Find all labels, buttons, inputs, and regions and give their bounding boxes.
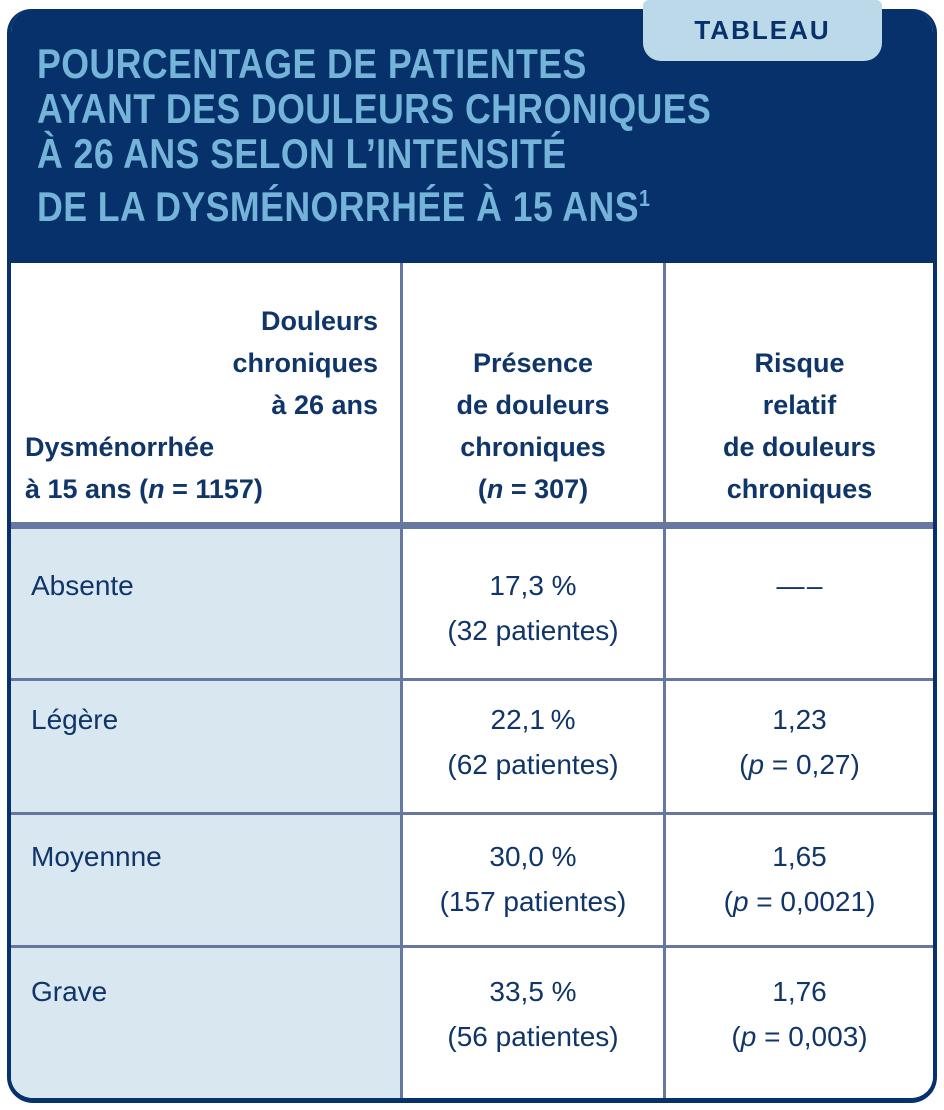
table-row-grave [11, 945, 933, 1098]
header-col2-n-post: = 307) [503, 474, 589, 504]
p-pre: ( [739, 749, 749, 780]
header-col1-top-block [25, 300, 378, 426]
row-label: Grave [11, 948, 400, 1098]
title-line-2: AYANT DES DOULEURS CHRONIQUES [37, 85, 712, 132]
header-col1-top-line-3: à 26 ans [271, 390, 378, 420]
row-label: Moyennne [11, 815, 400, 945]
header-col3-line-4: chroniques [726, 474, 873, 504]
patients-count: (56 patientes) [447, 1021, 619, 1052]
row-label: Légère [11, 681, 400, 812]
title-line-1: POURCENTAGE DE PATIENTES [37, 40, 587, 87]
cell-relative-risk [663, 529, 933, 678]
header-cell-presence [400, 263, 663, 522]
table-row-legere [11, 678, 933, 812]
header-col2-line-1: Présence [472, 348, 594, 378]
p-value [666, 1014, 933, 1059]
relative-risk-value: 1,65 [772, 841, 827, 872]
p-post: = 0,0021) [748, 886, 876, 917]
header-cell-dysmenorrhee [11, 263, 400, 522]
cell-percentage [400, 948, 663, 1098]
p-value [666, 879, 933, 924]
p-italic: p [748, 749, 765, 780]
p-post: = 0,27) [764, 749, 860, 780]
header-col2-line-4 [403, 468, 663, 510]
relative-risk-value: 1,23 [772, 704, 827, 735]
table-row-moyenne [11, 812, 933, 945]
cell-percentage [400, 529, 663, 678]
header-col1-top-line-1: Douleurs [260, 306, 378, 336]
header-col1-n-italic: n [148, 474, 165, 504]
percentage-value: 17,3 % [489, 570, 577, 601]
table-row-absente [11, 522, 933, 678]
cell-relative-risk [663, 815, 933, 945]
cell-percentage [400, 681, 663, 812]
header-col3-line-3: de douleurs [722, 432, 877, 462]
title-line-4 [37, 176, 799, 229]
header-col2-n-italic: n [486, 474, 504, 504]
header-col3-line-2: relatif [762, 390, 837, 420]
tableau-badge-label: TABLEAU [694, 15, 831, 45]
percentage-value: 30,0 % [489, 841, 577, 872]
p-pre: ( [731, 1021, 741, 1052]
p-italic: p [732, 886, 749, 917]
patients-count: (62 patientes) [447, 749, 619, 780]
table-header-row [11, 263, 933, 522]
infographic-card [7, 9, 937, 1103]
header-col2-line-2: de douleurs [456, 390, 610, 420]
title-reference-superscript: 1 [638, 185, 651, 211]
cell-relative-risk [663, 948, 933, 1098]
page-title [37, 41, 799, 229]
title-line-4-text: DE LA DYSMÉNORRHÉE À 15 ANS [37, 183, 639, 230]
header-cell-risque [663, 263, 933, 522]
header-col2-n-pre: ( [477, 474, 487, 504]
header-col1-n-pre: à 15 ans ( [25, 474, 149, 504]
percentage-value: 22,1 % [490, 704, 576, 735]
percentage-value: 33,5 % [489, 976, 577, 1007]
header-col1-bottom-line-1: Dysménorrhée [25, 432, 215, 462]
p-pre: ( [723, 886, 733, 917]
p-value [666, 742, 933, 787]
tableau-badge [643, 0, 882, 61]
header-col1-bottom-block [25, 426, 378, 510]
cell-percentage [400, 815, 663, 945]
patients-count: (32 patientes) [447, 615, 619, 646]
relative-risk-value: 1,76 [772, 976, 827, 1007]
p-post: = 0,003) [756, 1021, 868, 1052]
header-col1-n-post: = 1157) [164, 474, 263, 504]
p-italic: p [740, 1021, 757, 1052]
relative-risk-value: — – [776, 570, 823, 601]
header-col1-bottom-line-2 [25, 468, 378, 510]
header-col3-line-1: Risque [754, 348, 845, 378]
row-label: Absente [11, 529, 400, 678]
header-col1-top-line-2: chroniques [232, 348, 378, 378]
title-line-3: À 26 ANS SELON L’INTENSITÉ [37, 130, 567, 177]
header-col2-line-3: chroniques [460, 432, 606, 462]
cell-relative-risk [663, 681, 933, 812]
patients-count: (157 patientes) [439, 886, 627, 917]
